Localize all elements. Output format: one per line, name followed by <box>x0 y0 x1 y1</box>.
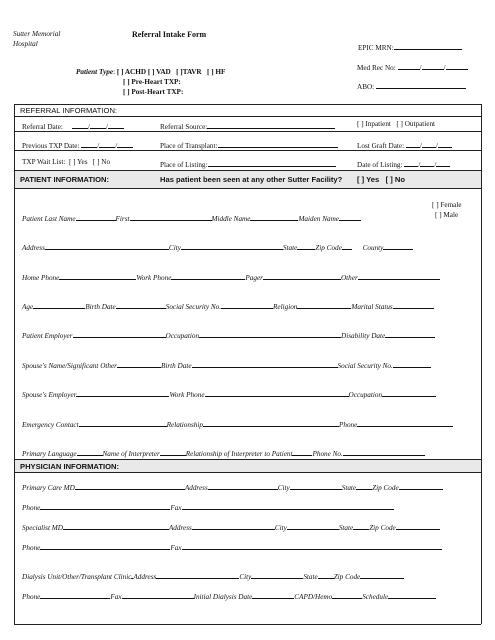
schedule-label: Schedule <box>362 593 389 601</box>
spec-city-label: City <box>274 524 287 532</box>
place-of-transplant-label: Place of Transplant: <box>160 142 218 150</box>
home-phone-input[interactable] <box>59 271 136 280</box>
spouse-row <box>22 359 431 370</box>
primary-care-row <box>22 481 443 492</box>
patient-type-label: Patient Type <box>76 68 114 76</box>
pcp-city-input[interactable] <box>290 481 342 490</box>
relationship-label: Relationship <box>166 421 203 429</box>
lost-graft-date-label: Lost Graft Date: <box>357 142 405 150</box>
inout-patient <box>357 120 435 128</box>
txp-wait-list-row <box>22 158 110 166</box>
dialysis-zip-label: Zip Code <box>333 573 361 581</box>
sutter-no[interactable]: [ ] No <box>385 175 405 184</box>
emergency-phone-input[interactable] <box>357 418 453 427</box>
interpreter-name-label: Name of Interpreter <box>102 450 160 458</box>
female-checkbox[interactable]: [ ] Female <box>432 201 462 209</box>
state-input[interactable] <box>297 241 315 250</box>
referral-source-field[interactable] <box>160 120 335 131</box>
frame-right <box>481 104 482 624</box>
lost-graft-date-field[interactable]: Lost Graft Date: / / <box>357 139 452 150</box>
primary-language-label: Primary Language <box>22 450 77 458</box>
dialysis-address-input[interactable] <box>156 570 239 579</box>
specialist-phone-row <box>22 541 442 552</box>
pager-label: Pager <box>245 274 263 282</box>
pcp-phone-input[interactable] <box>40 501 170 510</box>
spouse-ssn-label: Social Security No. <box>337 362 393 370</box>
epic-mrn-field[interactable] <box>358 41 462 52</box>
emergency-row <box>22 418 453 429</box>
spouse-name-label: Spouse's Name/Significant Other <box>22 362 117 370</box>
spec-state-input[interactable] <box>353 521 369 530</box>
spec-phone-label: Phone <box>22 544 41 552</box>
spouse-birth-date-input[interactable] <box>192 359 338 368</box>
interpreter-phone-label: Phone No. <box>312 450 343 458</box>
last-name-input[interactable] <box>76 212 116 221</box>
middle-name-label: Middle Name <box>211 215 251 223</box>
option-achd[interactable]: [ ] ACHD <box>116 68 147 76</box>
spec-fax-input[interactable] <box>182 541 442 550</box>
sutter-facility-question: Has patient been seen at any other Sutter Facility? <box>160 175 343 184</box>
first-name-label: First <box>115 215 130 223</box>
middle-name-input[interactable] <box>250 212 298 221</box>
schedule-input[interactable] <box>388 590 436 599</box>
religion-input[interactable] <box>297 300 351 309</box>
home-phone-label: Home Phone <box>22 274 60 282</box>
capd-hemo-label: CAPD/Hemo <box>294 593 333 601</box>
primary-care-phone-row <box>22 501 394 512</box>
prev-txp-date-label: Previous TXP Date: <box>22 142 80 150</box>
interpreter-relationship-label: Relationship of Interpreter to Patient <box>185 450 293 458</box>
employer-row <box>22 329 435 340</box>
zip-code-input[interactable] <box>342 241 352 250</box>
emergency-phone-label: Phone <box>338 421 358 429</box>
pcp-state-input[interactable] <box>356 481 372 490</box>
page-title: Referral Intake Form <box>132 30 207 39</box>
sutter-facility-options <box>357 175 405 184</box>
spec-zip-input[interactable] <box>396 521 440 530</box>
inpatient-checkbox[interactable]: [ ] Inpatient <box>357 120 391 128</box>
pcp-address-label: Address <box>184 484 208 492</box>
religion-label: Religion <box>273 303 298 311</box>
option-pre-heart-txp[interactable]: [ ] Pre-Heart TXP: <box>123 78 181 86</box>
dialysis-city-label: City <box>239 573 252 581</box>
spec-state-label: State <box>338 524 354 532</box>
dialysis-city-input[interactable] <box>251 570 303 579</box>
occupation-input[interactable] <box>199 329 341 338</box>
org-name: Sutter Memorial <box>13 30 61 38</box>
dialysis-row <box>22 570 404 581</box>
city-input[interactable] <box>181 241 283 250</box>
language-row <box>22 447 425 458</box>
last-name-label: Patient Last Name <box>22 215 76 223</box>
spec-address-label: Address <box>168 524 192 532</box>
interpreter-phone-input[interactable] <box>343 447 425 456</box>
option-post-heart-txp[interactable]: [ ] Post-Heart TXP: <box>123 88 184 96</box>
wait-list-no[interactable]: [ ] No <box>92 158 111 166</box>
occupation-label: Occupation <box>165 332 200 340</box>
option-vad[interactable]: [ ] VAD <box>147 68 171 76</box>
prev-txp-date-field[interactable]: Previous TXP Date: / / <box>22 139 133 150</box>
spouse-occupation-input[interactable] <box>382 388 436 397</box>
dialysis-fax-input[interactable] <box>122 590 194 599</box>
org-name-line2: Hospital <box>13 40 38 48</box>
spouse-birth-date-label: Birth Date <box>160 362 192 370</box>
patient-name-row <box>22 212 361 223</box>
dialysis-zip-input[interactable] <box>360 570 404 579</box>
abo-field[interactable] <box>357 80 466 91</box>
pcp-zip-input[interactable] <box>399 481 443 490</box>
spouse-employer-label: Spouse's Employer <box>22 391 77 399</box>
first-name-input[interactable] <box>130 212 212 221</box>
dialysis-address-label: Address <box>133 573 157 581</box>
marital-status-label: Marital Status <box>351 303 393 311</box>
phone-row <box>22 271 440 282</box>
place-of-listing-label: Place of Listing: <box>160 161 208 169</box>
interpreter-name-input[interactable] <box>160 447 186 456</box>
epic-mrn-label: EPIC MRN: <box>358 44 394 52</box>
spouse-name-input[interactable] <box>117 359 161 368</box>
dialysis-phone-input[interactable] <box>40 590 110 599</box>
birth-date-label: Birth Date <box>85 303 116 311</box>
med-rec-field[interactable]: Med Rec No: / / <box>357 61 468 72</box>
address-input[interactable] <box>45 241 169 250</box>
pcp-fax-input[interactable] <box>182 501 394 510</box>
referral-source-label: Referral Source: <box>160 123 208 131</box>
male-checkbox[interactable]: [ ] Male <box>435 211 459 219</box>
age-input[interactable] <box>33 300 85 309</box>
zip-code-label: Zip Code <box>315 244 342 252</box>
spouse-occupation-label: Occupation <box>348 391 383 399</box>
maiden-name-label: Maiden Name <box>298 215 339 223</box>
spouse-employer-input[interactable] <box>76 388 169 397</box>
dialysis-state-label: State <box>303 573 318 581</box>
dialysis-fax-label: Fax <box>110 593 122 601</box>
emergency-contact-input[interactable] <box>79 418 167 427</box>
pcp-address-input[interactable] <box>208 481 278 490</box>
spec-phone-input[interactable] <box>40 541 170 550</box>
address-label: Address <box>22 244 45 252</box>
pcp-state-label: State <box>341 484 357 492</box>
pcp-zip-label: Zip Code <box>372 484 399 492</box>
county-label: County <box>362 244 384 252</box>
primary-care-md-input[interactable] <box>75 481 185 490</box>
relationship-input[interactable] <box>203 418 339 427</box>
other-label: Other <box>340 274 358 282</box>
dialysis-state-input[interactable] <box>318 570 334 579</box>
primary-care-md-label: Primary Care MD <box>22 484 75 492</box>
city-label: City <box>168 244 181 252</box>
pcp-fax-label: Fax <box>170 504 182 512</box>
specialist-row <box>22 521 440 532</box>
marital-status-input[interactable] <box>393 300 434 309</box>
physician-section-title: PHYSICIAN INFORMATION: <box>20 462 119 471</box>
spouse-work-phone-input[interactable] <box>205 388 349 397</box>
spouse-employer-row <box>22 388 436 399</box>
med-rec-label: Med Rec No: <box>357 64 396 72</box>
state-label: State <box>282 244 298 252</box>
dialysis-details-row <box>22 590 436 601</box>
work-phone-label: Work Phone <box>136 274 172 282</box>
demographics-row <box>22 300 434 311</box>
work-phone-input[interactable] <box>171 271 245 280</box>
disability-date-input[interactable] <box>385 329 435 338</box>
referral-section-title: REFERRAL INFORMATION: <box>20 106 118 115</box>
pcp-phone-label: Phone <box>22 504 41 512</box>
initial-dialysis-date-label: Initial Dialysis Date <box>193 593 253 601</box>
sutter-yes[interactable]: [ ] Yes <box>357 175 380 184</box>
pager-input[interactable] <box>263 271 341 280</box>
referral-date-field[interactable]: Referral Date: / / <box>22 120 124 131</box>
patient-section-title: PATIENT INFORMATION: <box>20 175 110 184</box>
birth-date-input[interactable] <box>116 300 166 309</box>
disability-date-label: Disability Date <box>341 332 386 340</box>
date-of-listing-label: Date of Listing: <box>357 161 403 169</box>
pcp-city-label: City <box>277 484 290 492</box>
specialist-md-label: Specialist MD <box>22 524 63 532</box>
spec-address-input[interactable] <box>192 521 275 530</box>
maiden-name-input[interactable] <box>339 212 361 221</box>
spec-fax-label: Fax <box>170 544 182 552</box>
age-label: Age <box>22 303 34 311</box>
referral-date-label: Referral Date: <box>22 123 63 131</box>
interpreter-relationship-input[interactable] <box>292 447 312 456</box>
address-row <box>22 241 413 252</box>
spouse-ssn-input[interactable] <box>393 359 431 368</box>
ssn-label: Social Security No. <box>165 303 222 311</box>
option-tavr[interactable]: [ ]TAVR <box>176 68 202 76</box>
spouse-work-phone-label: Work Phone <box>169 391 205 399</box>
dialysis-phone-label: Phone <box>22 593 41 601</box>
patient-employer-input[interactable] <box>73 329 166 338</box>
place-of-listing-field[interactable] <box>160 158 336 169</box>
dialysis-unit-label: Dialysis Unit/Other/Transplant Clinic <box>22 573 132 581</box>
spec-city-input[interactable] <box>287 521 339 530</box>
patient-employer-label: Patient Employer <box>22 332 73 340</box>
txp-wait-list-label: TXP Wait List: <box>22 158 66 166</box>
ssn-input[interactable] <box>221 300 273 309</box>
other-input[interactable] <box>358 271 440 280</box>
county-input[interactable] <box>383 241 413 250</box>
specialist-md-input[interactable] <box>63 521 169 530</box>
initial-dialysis-date-input[interactable] <box>252 590 294 599</box>
place-of-transplant-field[interactable] <box>160 139 338 150</box>
outpatient-checkbox[interactable]: [ ] Outpatient <box>396 120 436 128</box>
option-hf[interactable]: [ ] HF <box>207 68 226 76</box>
wait-list-yes[interactable]: [ ] Yes <box>68 158 88 166</box>
patient-type-row: Patient Type: [ ] ACHD [ ] VAD [ ]TAVR [ ] HF <box>76 68 226 76</box>
primary-language-input[interactable] <box>77 447 103 456</box>
emergency-contact-label: Emergency Contact <box>22 421 79 429</box>
spec-zip-label: Zip Code <box>369 524 396 532</box>
abo-label: ABO: <box>357 83 375 91</box>
capd-hemo-input[interactable] <box>332 590 362 599</box>
date-of-listing-field[interactable]: Date of Listing: / / <box>357 158 450 169</box>
